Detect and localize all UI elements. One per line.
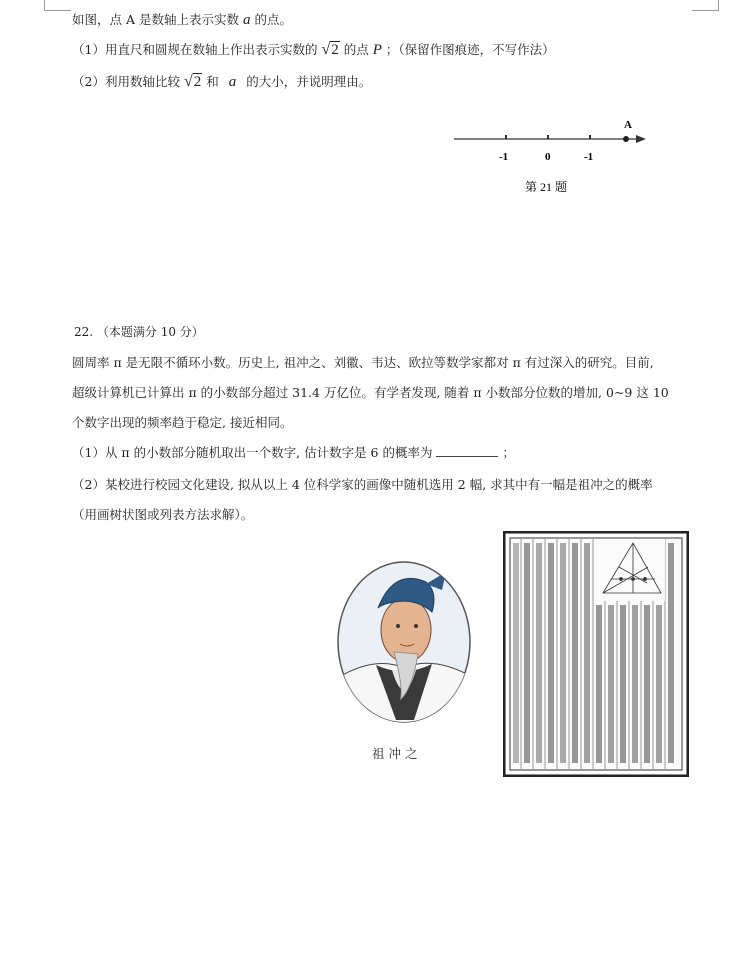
q21-intro-text: 如图，点 A 是数轴上表示实数 bbox=[72, 12, 239, 27]
point-a-label: A bbox=[624, 119, 632, 131]
q22-part2-line2: （用画树状图或列表方法求解）。 bbox=[72, 507, 254, 522]
number-line-figure bbox=[450, 112, 655, 197]
q21-part1-text: （1）用直尺和圆规在数轴上作出表示实数的 bbox=[72, 42, 318, 57]
tick-label: 0 bbox=[545, 151, 551, 163]
sqrt-2: √2 bbox=[321, 41, 339, 58]
q21-intro-end: 的点。 bbox=[254, 12, 292, 27]
q21-part1-end: ；（保留作图痕迹，不写作法） bbox=[385, 42, 555, 57]
q21-part1 bbox=[72, 40, 555, 59]
figure-caption: 第 21 题 bbox=[525, 180, 568, 194]
q22-heading: 22. （本题满分 10 分） bbox=[74, 325, 204, 339]
q21-part2-and: 和 bbox=[206, 74, 219, 89]
variable-a: a bbox=[242, 12, 251, 28]
q21-intro bbox=[72, 10, 292, 29]
page-corner-mark-right bbox=[692, 0, 719, 11]
arrow-right-icon bbox=[636, 135, 646, 143]
q22-para-line3: 个数字出现的频率趋于稳定, 接近相同。 bbox=[72, 415, 293, 430]
sqrt-2-compare: √2 bbox=[183, 73, 202, 90]
point-p: P bbox=[372, 42, 382, 58]
q21-part2-end: 的大小，并说明理由。 bbox=[246, 74, 372, 89]
q21-part1-mid: 的点 bbox=[343, 42, 369, 57]
portrait-caption: 祖 冲 之 bbox=[372, 746, 418, 761]
q21-part2 bbox=[72, 72, 371, 91]
q22-part2-line1: （2）某校进行校园文化建设, 拟从以上 4 位科学家的画像中随机选用 2 幅, 求其中有一幅是祖冲之的概率 bbox=[72, 477, 653, 492]
tick-label: -1 bbox=[584, 151, 594, 163]
point-a-dot bbox=[623, 136, 629, 142]
q22-para-line1: 圆周率 π 是无限不循环小数。历史上, 祖冲之、刘徽、韦达、欧拉等数学家都对 π 有过深入的研究。目前, bbox=[72, 355, 654, 370]
variable-a-compare: a bbox=[228, 74, 237, 90]
answer-blank[interactable] bbox=[436, 446, 498, 457]
zu-chongzhi-portrait bbox=[334, 560, 474, 725]
q22-para-line2: 超级计算机已计算出 π 的小数部分超过 31.4 万亿位。有学者发现, 随着 π 小数部分位数的增加, 0~9 这 10 bbox=[72, 385, 669, 400]
q22-part1 bbox=[72, 443, 515, 461]
q22-part1-end: ； bbox=[502, 445, 515, 460]
ancient-text-page-image bbox=[503, 531, 689, 777]
tick-label: -1 bbox=[499, 151, 509, 163]
q22-part1-text: （1）从 π 的小数部分随机取出一个数字, 估计数字是 6 的概率为 bbox=[72, 445, 433, 460]
q21-part2-text: （2）利用数轴比较 bbox=[72, 74, 180, 89]
